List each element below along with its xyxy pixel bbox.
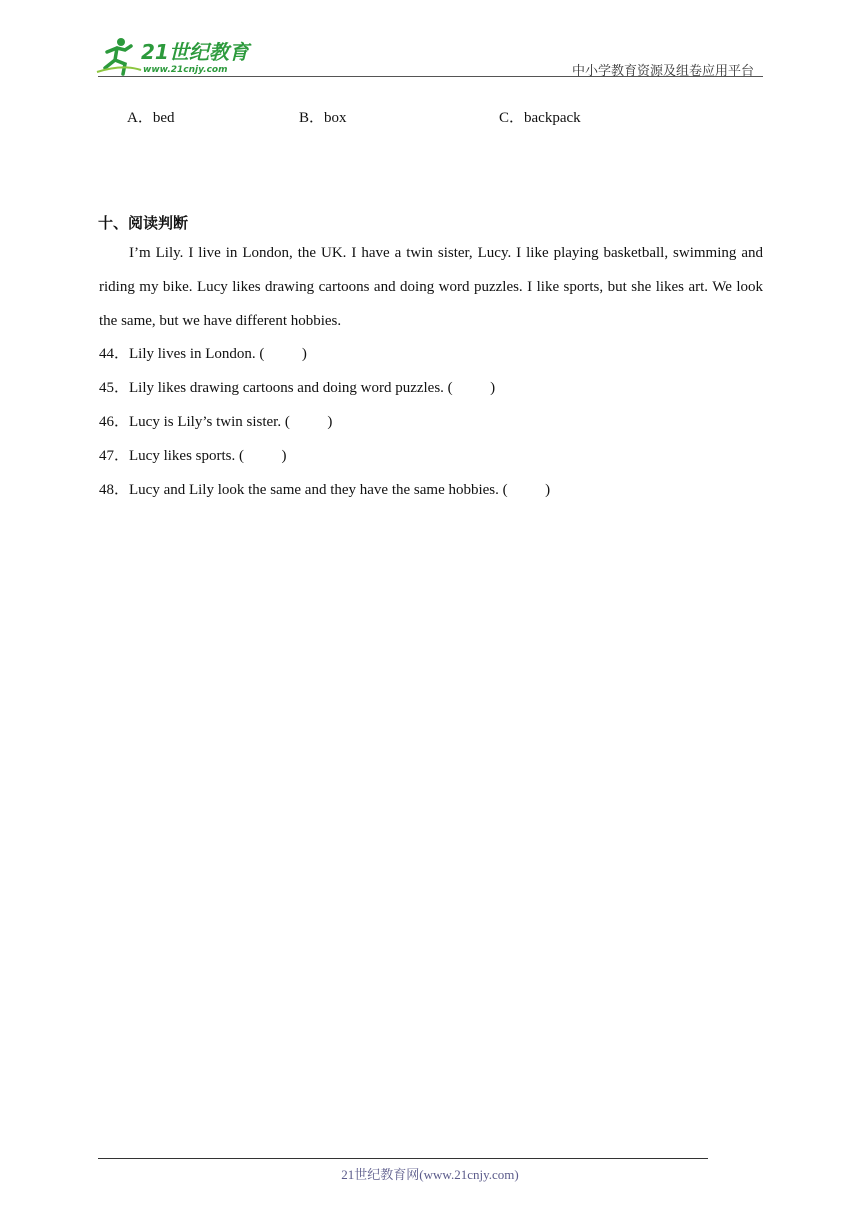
- header-divider: [98, 76, 763, 77]
- question-45: 45．Lily likes drawing cartoons and doing word puzzles. ( ): [99, 380, 496, 396]
- option-text: box: [324, 110, 347, 126]
- option-letter: C．: [499, 110, 525, 126]
- question-44: 44．Lily lives in London. ( ): [99, 346, 307, 362]
- option-a: [127, 106, 175, 127]
- logo-url: www.21cnjy.com: [143, 65, 228, 75]
- footer-text: 21世纪教育网(www.21cnjy.com): [341, 1167, 519, 1182]
- option-letter: B．: [299, 110, 325, 126]
- option-c: [499, 106, 581, 127]
- option-text: bed: [152, 110, 175, 126]
- section-title: 十、阅读判断: [98, 214, 189, 232]
- footer-divider: [98, 1158, 708, 1159]
- option-b: [299, 106, 347, 127]
- reading-passage: I’m Lily. I live in London, the UK. I have a twin sister, Lucy. I like playing basketball, swimming and riding my bike. Lucy likes drawing cartoons and doing word puzzles. I like sports, but she likes art. We look the same, but we have different hobbies.: [99, 245, 763, 329]
- question-47: 47．Lucy likes sports. ( ): [99, 448, 287, 464]
- logo-text: 21世纪教育: [141, 40, 249, 64]
- site-logo: [93, 34, 263, 76]
- header-tagline: 中小学教育资源及组卷应用平台: [571, 64, 754, 79]
- option-text: backpack: [524, 110, 581, 126]
- runner-icon: [97, 38, 141, 74]
- question-48: 48．Lucy and Lily look the same and they have the same hobbies. ( ): [99, 482, 551, 498]
- option-letter: A．: [127, 110, 153, 126]
- question-46: 46．Lucy is Lily’s twin sister. ( ): [99, 414, 333, 430]
